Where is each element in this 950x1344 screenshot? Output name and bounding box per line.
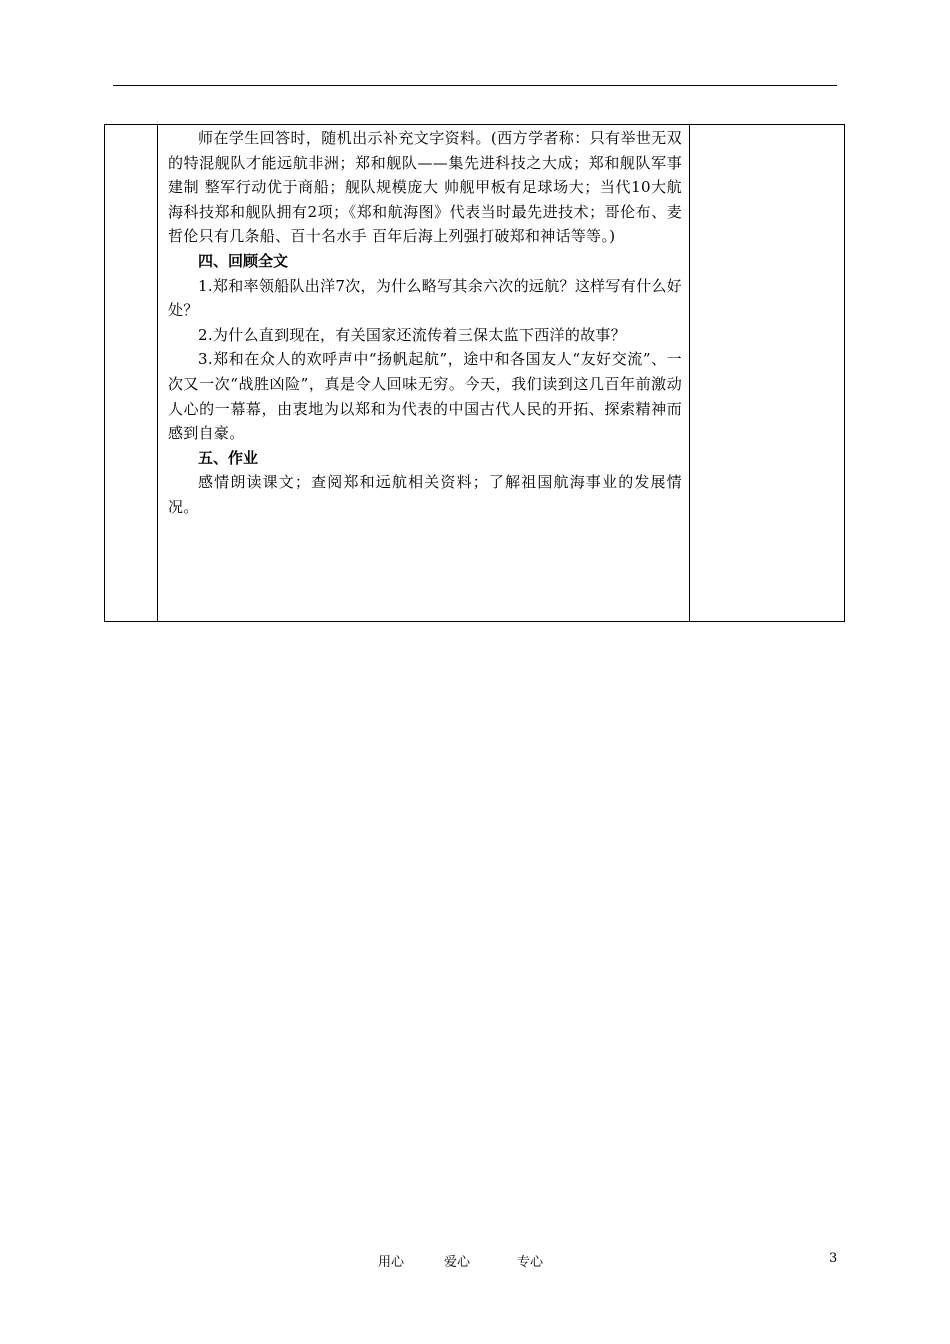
footer-word-3: 专心 bbox=[517, 1255, 544, 1270]
question-1: 1.郑和率领船队出洋7次，为什么略写其余六次的远航？这样写有什么好处？ bbox=[168, 276, 682, 320]
lesson-plan-table bbox=[104, 124, 845, 622]
footer-word-2: 爱心 bbox=[444, 1255, 471, 1270]
section-heading-homework: 五、作业 bbox=[198, 448, 259, 467]
header-rule bbox=[113, 85, 837, 86]
footer-motto bbox=[378, 1251, 543, 1270]
table-left-column bbox=[105, 125, 158, 621]
footer-word-1: 用心 bbox=[378, 1255, 405, 1270]
table-right-column bbox=[690, 125, 844, 621]
section-heading-review: 四、回顾全文 bbox=[198, 251, 289, 270]
table-content-column bbox=[158, 125, 690, 621]
question-3: 3.郑和在众人的欢呼声中“扬帆起航”，途中和各国友人“友好交流”、一次又一次“战胜凶险”，真是令人回味无穷。今天，我们读到这几百年前激动人心的一幕幕，由衷地为以郑和为代表的中国古代人民的开拓、探索精神而感到自豪。 bbox=[168, 350, 682, 443]
question-2: 2.为什么直到现在，有关国家还流传着三保太监下西洋的故事？ bbox=[198, 325, 627, 344]
page-number: 3 bbox=[829, 1251, 838, 1266]
homework-paragraph: 感情朗读课文；查阅郑和远航相关资料；了解祖国航海事业的发展情况。 bbox=[168, 473, 682, 516]
supplement-paragraph: 师在学生回答时，随机出示补充文字资料。(西方学者称：只有举世无双的特混舰队才能远航非洲；郑和舰队——集先进科技之大成；郑和舰队军事建制 整军行动优于商船；舰队规模庞大 帅舰甲板有足球场大；当代10大航海科技郑和舰队拥有2项；《郑和航海图》代表当时最先进技术；哥伦布、麦哲伦只有几条船、百十名水手 百年后海上列强打破郑和神话等等。) bbox=[168, 129, 682, 246]
